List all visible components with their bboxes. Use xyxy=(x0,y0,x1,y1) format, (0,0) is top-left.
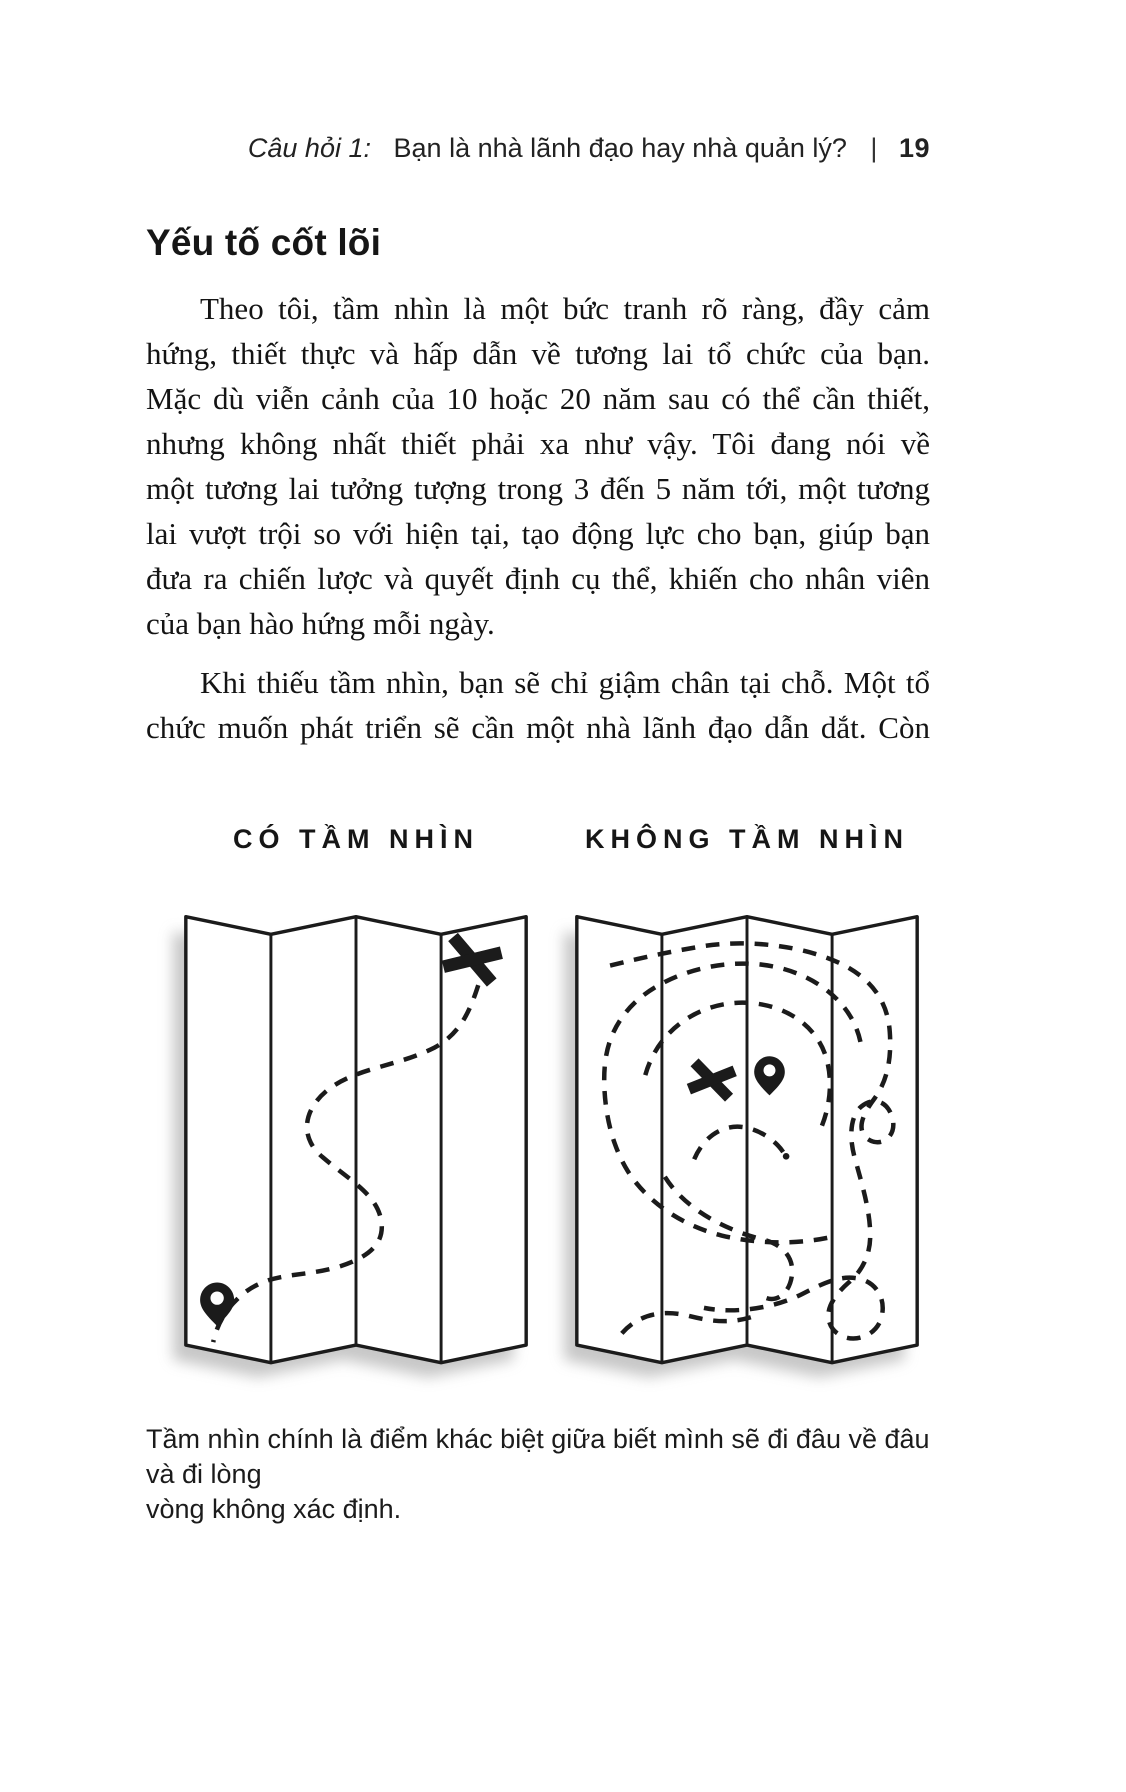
text-line: hứng, thiết thực và hấp dẫn về tương lai tổ chức của bạn. xyxy=(146,336,930,371)
text-line: Mặc dù viễn cảnh của 10 hoặc 20 năm sau có thể cần thiết, xyxy=(146,381,930,416)
figure-left-column xyxy=(176,824,536,1392)
map-with-vision xyxy=(176,903,536,1392)
vision-figure xyxy=(176,824,927,1392)
text-line: lai vượt trội so với hiện tại, tạo động lực cho bạn, giúp bạn xyxy=(146,516,930,551)
text-line: Khi thiếu tầm nhìn, bạn sẽ chỉ giậm chân tại chỗ. Một tổ xyxy=(200,665,930,700)
running-header xyxy=(146,130,930,166)
text-line: nhưng không nhất thiết phải xa như vậy. Tôi đang nói về xyxy=(146,426,930,461)
header-separator: | xyxy=(870,133,878,163)
chapter-label: Câu hỏi 1: xyxy=(247,133,371,163)
paragraph-2 xyxy=(146,660,930,750)
page-number: 19 xyxy=(898,133,930,163)
caption-line: vòng không xác định. xyxy=(146,1494,402,1524)
chapter-title-spacer xyxy=(379,133,387,163)
paragraph-1 xyxy=(146,286,930,646)
caption-line: Tầm nhìn chính là điểm khác biệt giữa biết mình sẽ đi đâu về đâu và đi lòng xyxy=(146,1424,930,1489)
figure-right-column xyxy=(567,824,927,1392)
book-page xyxy=(0,130,1126,1792)
body-text xyxy=(146,286,930,750)
text-line: của bạn hào hứng mỗi ngày. xyxy=(146,606,495,641)
figure-caption xyxy=(146,1422,946,1527)
text-line: đưa ra chiến lược và quyết định cụ thể, khiến cho nhân viên xyxy=(146,561,930,596)
text-line: chức muốn phát triển sẽ cần một nhà lãnh đạo dẫn dắt. Còn xyxy=(146,710,930,745)
chapter-title: Bạn là nhà lãnh đạo hay nhà quản lý? xyxy=(393,133,847,163)
map-without-vision xyxy=(567,903,927,1392)
section-heading: Yếu tố cốt lõi xyxy=(146,222,382,263)
left-map-label: CÓ TẦM NHÌN xyxy=(233,824,479,854)
frown-end-dot xyxy=(783,1153,790,1160)
right-map-label: KHÔNG TẦM NHÌN xyxy=(585,824,909,854)
figure-columns xyxy=(176,824,927,1392)
text-line: Theo tôi, tầm nhìn là một bức tranh rõ ràng, đầy cảm xyxy=(200,291,930,326)
text-line: một tương lai tưởng tượng trong 3 đến 5 năm tới, một tương xyxy=(146,471,930,506)
